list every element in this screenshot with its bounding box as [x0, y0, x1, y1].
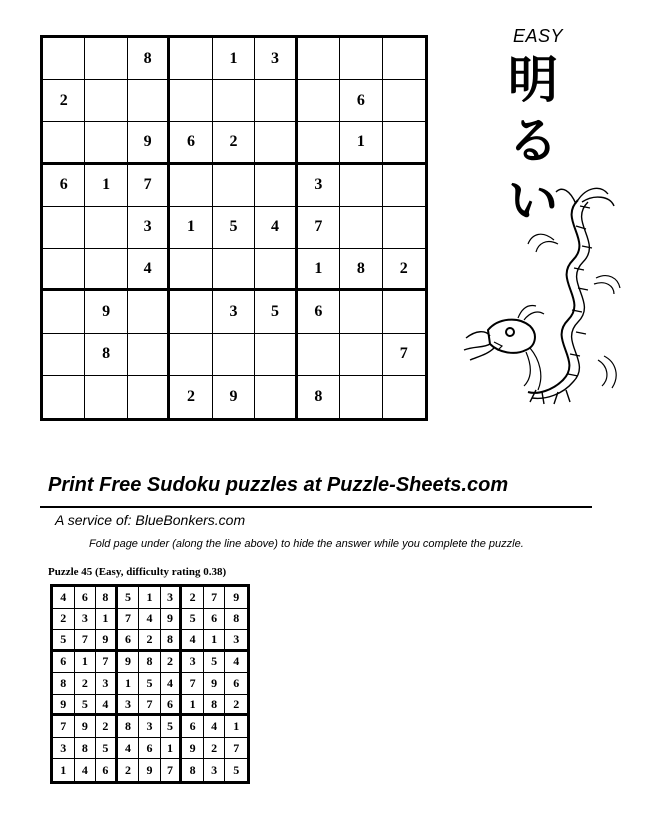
answer-cell: 6: [161, 695, 183, 717]
puzzle-cell: [213, 249, 255, 291]
puzzle-cell: [340, 38, 382, 80]
puzzle-cell: [383, 122, 425, 164]
puzzle-cell: [85, 376, 127, 418]
answer-cell: 5: [118, 587, 140, 609]
answer-cell: 3: [225, 630, 247, 652]
answer-cell: 6: [182, 716, 204, 738]
puzzle-cell: 9: [213, 376, 255, 418]
puzzle-cell: 1: [170, 207, 212, 249]
puzzle-cell: [383, 38, 425, 80]
answer-cell: 9: [118, 652, 140, 674]
puzzle-cell: [43, 291, 85, 333]
puzzle-cell: [85, 122, 127, 164]
answer-cell: 1: [161, 738, 183, 760]
answer-cell: 3: [204, 759, 226, 781]
answer-cell: 4: [225, 652, 247, 674]
answer-cell: 9: [225, 587, 247, 609]
puzzle-cell: 2: [170, 376, 212, 418]
puzzle-cell: [43, 334, 85, 376]
answer-cell: 1: [182, 695, 204, 717]
puzzle-cell: [383, 165, 425, 207]
answer-cell: 6: [139, 738, 161, 760]
answer-cell: 4: [182, 630, 204, 652]
puzzle-cell: [383, 80, 425, 122]
puzzle-cell: [170, 165, 212, 207]
answer-cell: 3: [75, 609, 97, 631]
answer-cell: 2: [139, 630, 161, 652]
answer-cell: 6: [225, 673, 247, 695]
answer-cell: 7: [161, 759, 183, 781]
answer-cell: 7: [204, 587, 226, 609]
answer-cell: 1: [118, 673, 140, 695]
puzzle-cell: 8: [85, 334, 127, 376]
answer-cell: 2: [53, 609, 75, 631]
puzzle-cell: 1: [213, 38, 255, 80]
puzzle-cell: 5: [255, 291, 297, 333]
puzzle-cell: [85, 38, 127, 80]
puzzle-cell: [383, 291, 425, 333]
answer-cell: 6: [75, 587, 97, 609]
puzzle-cell: [43, 376, 85, 418]
puzzle-cell: 1: [85, 165, 127, 207]
puzzle-cell: [128, 80, 170, 122]
answer-cell: 8: [75, 738, 97, 760]
answer-cell: 8: [225, 609, 247, 631]
answer-cell: 3: [53, 738, 75, 760]
puzzle-cell: [340, 291, 382, 333]
puzzle-cell: 3: [213, 291, 255, 333]
answer-puzzle-label: Puzzle 45 (Easy, difficulty rating 0.38): [48, 566, 227, 578]
answer-cell: 4: [53, 587, 75, 609]
answer-cell: 2: [118, 759, 140, 781]
answer-cell: 3: [182, 652, 204, 674]
sudoku-answer-grid: [50, 584, 250, 784]
answer-cell: 1: [139, 587, 161, 609]
answer-cell: 8: [161, 630, 183, 652]
answer-cell: 4: [118, 738, 140, 760]
puzzle-cell: 4: [128, 249, 170, 291]
answer-cell: 8: [182, 759, 204, 781]
puzzle-cell: [255, 122, 297, 164]
answer-cell: 5: [233, 762, 240, 777]
answer-cell: 2: [75, 673, 97, 695]
puzzle-cell: 8: [298, 376, 340, 418]
puzzle-cell: [255, 249, 297, 291]
puzzle-cell: [298, 80, 340, 122]
puzzle-cell: [255, 165, 297, 207]
puzzle-cell: 7: [128, 165, 170, 207]
answer-cell: 7: [182, 673, 204, 695]
difficulty-label: EASY: [513, 26, 564, 46]
answer-cell: 5: [139, 673, 161, 695]
answer-cell: 6: [118, 630, 140, 652]
puzzle-cell: [43, 122, 85, 164]
dragon-illustration: [458, 180, 628, 415]
puzzle-cell: [340, 207, 382, 249]
puzzle-cell: [255, 80, 297, 122]
answer-cell: 2: [182, 587, 204, 609]
puzzle-cell: 3: [298, 165, 340, 207]
answer-cell: 1: [204, 630, 226, 652]
puzzle-cell: [213, 334, 255, 376]
answer-cell: 7: [225, 738, 247, 760]
answer-cell: 9: [96, 630, 118, 652]
puzzle-cell: 2: [213, 122, 255, 164]
puzzle-cell: [298, 334, 340, 376]
puzzle-cell: [43, 207, 85, 249]
answer-cell: 8: [204, 695, 226, 717]
puzzle-cell: 3: [128, 207, 170, 249]
puzzle-cell: [340, 334, 382, 376]
answer-cell: 7: [139, 695, 161, 717]
answer-cell: 1: [96, 609, 118, 631]
puzzle-cell: [170, 334, 212, 376]
answer-cell: 8: [53, 673, 75, 695]
puzzle-cell: 3: [255, 38, 297, 80]
answer-cell: 1: [75, 652, 97, 674]
puzzle-cell: [85, 80, 127, 122]
puzzle-cell: [85, 249, 127, 291]
answer-cell: 7: [96, 652, 118, 674]
puzzle-cell: [213, 165, 255, 207]
puzzle-cell: [170, 80, 212, 122]
puzzle-cell: [298, 122, 340, 164]
puzzle-cell: 6: [340, 80, 382, 122]
puzzle-cell: 7: [383, 334, 425, 376]
answer-cell: 9: [75, 716, 97, 738]
answer-cell: 9: [182, 738, 204, 760]
puzzle-cell: 7: [298, 207, 340, 249]
puzzle-cell: [170, 291, 212, 333]
answer-cell: 5: [182, 609, 204, 631]
puzzle-cell: 6: [43, 165, 85, 207]
answer-cell: 5: [96, 738, 118, 760]
answer-cell: 6: [53, 652, 75, 674]
fold-instruction: Fold page under (along the line above) to hide the answer while you complete the puzzle.: [89, 538, 524, 550]
puzzle-cell: [255, 376, 297, 418]
puzzle-cell: 9: [85, 291, 127, 333]
answer-cell: 7: [118, 609, 140, 631]
puzzle-cell: [213, 80, 255, 122]
answer-cell: 9: [53, 695, 75, 717]
puzzle-cell: 6: [298, 291, 340, 333]
service-credit: A service of: BlueBonkers.com: [55, 512, 246, 528]
answer-cell: 9: [161, 609, 183, 631]
puzzle-cell: [170, 249, 212, 291]
answer-cell: 6: [96, 759, 118, 781]
answer-cell: 7: [53, 716, 75, 738]
puzzle-cell: [383, 207, 425, 249]
kanji-character-2: る: [508, 111, 558, 170]
answer-cell: 1: [53, 759, 75, 781]
puzzle-cell: [170, 38, 212, 80]
answer-cell: 2: [96, 716, 118, 738]
answer-cell: 5: [75, 695, 97, 717]
puzzle-cell: [298, 38, 340, 80]
puzzle-cell: 6: [170, 122, 212, 164]
puzzle-cell: [340, 376, 382, 418]
puzzle-cell: [43, 249, 85, 291]
answer-cell: 4: [161, 673, 183, 695]
answer-cell: 4: [139, 609, 161, 631]
answer-cell: 8: [139, 652, 161, 674]
answer-cell: 5: [204, 652, 226, 674]
answer-cell: 4: [75, 759, 97, 781]
answer-cell: 4: [96, 695, 118, 717]
puzzle-cell: 8: [340, 249, 382, 291]
answer-cell: 2: [161, 652, 183, 674]
puzzle-cell: 4: [255, 207, 297, 249]
kanji-character-1: 明: [508, 50, 558, 109]
puzzle-cell: [43, 38, 85, 80]
puzzle-cell: [255, 334, 297, 376]
puzzle-cell: 1: [340, 122, 382, 164]
kanji-character-3: い: [508, 171, 558, 230]
answer-cell: 1: [225, 716, 247, 738]
puzzle-cell: 5: [213, 207, 255, 249]
puzzle-cell: [128, 291, 170, 333]
answer-cell: 5: [53, 630, 75, 652]
promo-heading: Print Free Sudoku puzzles at Puzzle-Sheets.com: [48, 474, 509, 496]
puzzle-cell: 2: [383, 249, 425, 291]
fold-divider-line: [40, 506, 592, 508]
answer-cell: 2: [204, 738, 226, 760]
answer-cell: 3: [118, 695, 140, 717]
puzzle-cell: [340, 165, 382, 207]
answer-cell: 4: [204, 716, 226, 738]
answer-cell: 9: [139, 759, 161, 781]
puzzle-cell: 8: [128, 38, 170, 80]
answer-cell: 5: [161, 716, 183, 738]
puzzle-cell: [85, 207, 127, 249]
answer-cell: 7: [75, 630, 97, 652]
answer-cell: 3: [161, 587, 183, 609]
puzzle-cell: 1: [298, 249, 340, 291]
puzzle-cell: [128, 376, 170, 418]
answer-cell: 3: [96, 673, 118, 695]
answer-cell: 3: [139, 716, 161, 738]
answer-cell: 6: [204, 609, 226, 631]
puzzle-cell: [128, 334, 170, 376]
answer-cell: 8: [118, 716, 140, 738]
answer-cell: 9: [204, 673, 226, 695]
puzzle-cell: [383, 376, 425, 418]
answer-cell: 2: [225, 695, 247, 717]
answer-cell: 8: [96, 587, 118, 609]
puzzle-cell: 2: [43, 80, 85, 122]
puzzle-cell: 9: [128, 122, 170, 164]
sudoku-puzzle-grid: [40, 35, 428, 421]
